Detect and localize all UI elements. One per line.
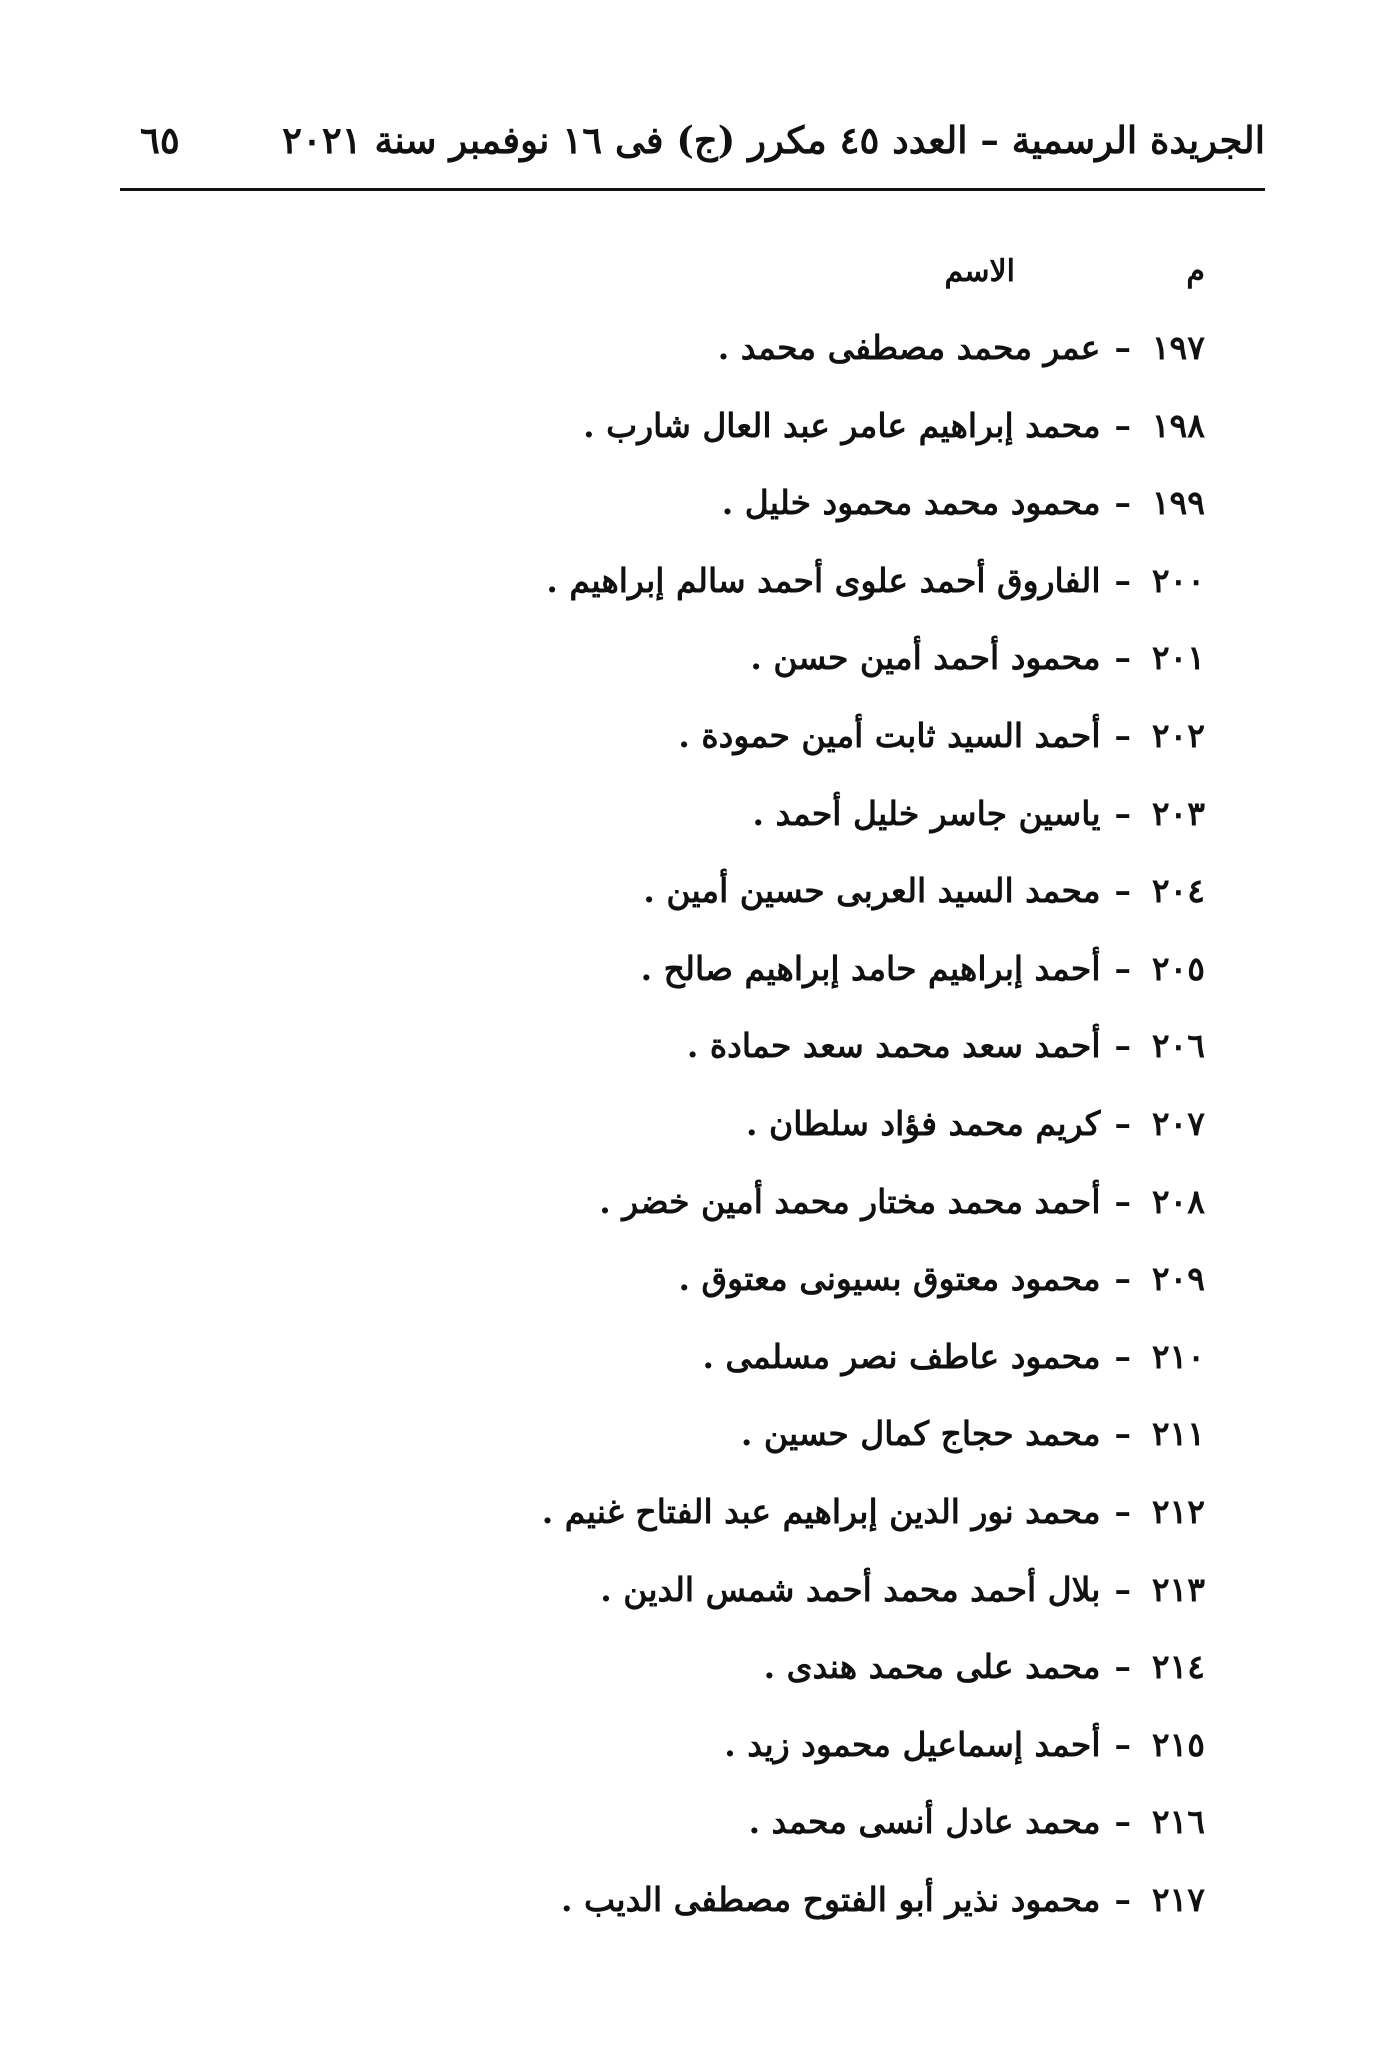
entry-name: محمود عاطف نصر مسلمى . xyxy=(702,1336,1101,1376)
entry-number: ٢١٦ xyxy=(1151,1802,1205,1842)
entry-name: عمر محمد مصطفى محمد . xyxy=(717,328,1101,367)
entry-separator: – xyxy=(1114,1103,1131,1143)
entry-name: محمد عادل أنسى محمد . xyxy=(748,1802,1101,1842)
column-headers xyxy=(845,254,1205,304)
entry-number: ٢٠٠ xyxy=(1151,560,1205,600)
list-item xyxy=(405,941,1205,1019)
list-item xyxy=(405,1872,1205,1950)
entry-name: أحمد سعد محمد سعد حمادة . xyxy=(686,1026,1101,1066)
entry-separator: – xyxy=(1114,1181,1131,1221)
list-item xyxy=(405,1794,1205,1872)
entry-name: أحمد محمد مختار محمد أمين خضر . xyxy=(599,1181,1101,1221)
entry-separator: – xyxy=(1114,715,1131,755)
entry-separator: – xyxy=(1114,1336,1131,1376)
entry-name: محمد نور الدين إبراهيم عبد الفتاح غنيم . xyxy=(541,1491,1101,1531)
entry-separator: – xyxy=(1114,405,1131,445)
entry-separator: – xyxy=(1114,1802,1131,1842)
entry-separator: – xyxy=(1114,1259,1131,1299)
entry-number: ٢١٢ xyxy=(1151,1491,1205,1531)
entry-separator: – xyxy=(1114,638,1131,678)
list-item xyxy=(405,1484,1205,1562)
entry-separator: – xyxy=(1114,1491,1131,1531)
entry-number: ٢٠٢ xyxy=(1151,715,1205,755)
header-title: الجريدة الرسمية – العدد ٤٥ مكرر (ج) فى ١٦ نوفمبر سنة ٢٠٢١ xyxy=(282,118,1265,162)
entry-number: ٢١٧ xyxy=(1151,1879,1205,1919)
entry-name: محمد على محمد هندى . xyxy=(763,1647,1101,1687)
entry-number: ٢٠٦ xyxy=(1151,1026,1205,1066)
list-item xyxy=(405,863,1205,941)
entry-number: ٢١٥ xyxy=(1151,1724,1205,1764)
list-item xyxy=(405,630,1205,708)
entry-name: الفاروق أحمد علوى أحمد سالم إبراهيم . xyxy=(546,560,1101,600)
list-item xyxy=(405,1018,1205,1096)
entry-name: أحمد السيد ثابت أمين حمودة . xyxy=(678,715,1101,755)
list-item xyxy=(405,1174,1205,1252)
entry-number: ٢١٤ xyxy=(1151,1647,1205,1687)
entry-name: أحمد إبراهيم حامد إبراهيم صالح . xyxy=(640,948,1101,988)
list-item xyxy=(405,1329,1205,1407)
list-item xyxy=(405,1251,1205,1329)
list-item xyxy=(405,475,1205,553)
entry-separator: – xyxy=(1114,483,1131,523)
entry-separator: – xyxy=(1114,948,1131,988)
entry-number: ٢١١ xyxy=(1151,1414,1205,1454)
entry-number: ٢٠١ xyxy=(1151,638,1205,678)
page-number: ٦٥ xyxy=(140,118,180,162)
entry-separator: – xyxy=(1114,328,1131,367)
entry-number: ٢١٣ xyxy=(1151,1569,1205,1609)
list-item xyxy=(405,320,1205,398)
page-header xyxy=(120,110,1265,180)
column-header-name: الاسم xyxy=(944,254,1015,289)
entry-separator: – xyxy=(1114,560,1131,600)
entry-separator: – xyxy=(1114,793,1131,833)
entry-number: ٢١٠ xyxy=(1151,1336,1205,1376)
list-item xyxy=(405,1096,1205,1174)
list-item xyxy=(405,1562,1205,1640)
entry-name: كريم محمد فؤاد سلطان . xyxy=(745,1103,1101,1143)
entry-separator: – xyxy=(1114,1724,1131,1764)
list-item xyxy=(405,1639,1205,1717)
entry-name: محمد إبراهيم عامر عبد العال شارب . xyxy=(583,405,1101,445)
entry-number: ١٩٨ xyxy=(1151,405,1205,445)
column-header-number: م xyxy=(1186,254,1205,289)
entry-name: ياسين جاسر خليل أحمد . xyxy=(752,793,1101,833)
entry-name: محمود أحمد أمين حسن . xyxy=(750,638,1101,678)
entry-separator: – xyxy=(1114,871,1131,911)
list-item xyxy=(405,398,1205,476)
entry-name: محمود محمد محمود خليل . xyxy=(721,483,1101,523)
entry-name: محمد حجاج كمال حسين . xyxy=(740,1414,1101,1454)
entry-number: ٢٠٩ xyxy=(1151,1259,1205,1299)
entry-number: ١٩٩ xyxy=(1151,483,1205,523)
list-item xyxy=(405,708,1205,786)
entry-name: بلال أحمد محمد أحمد شمس الدين . xyxy=(600,1569,1101,1609)
entry-name: أحمد إسماعيل محمود زيد . xyxy=(724,1724,1101,1764)
names-list xyxy=(405,320,1205,1949)
entry-separator: – xyxy=(1114,1414,1131,1454)
entry-name: محمود معتوق بسيونى معتوق . xyxy=(678,1259,1101,1299)
entry-number: ٢٠٣ xyxy=(1151,793,1205,833)
entry-separator: – xyxy=(1114,1879,1131,1919)
list-item xyxy=(405,786,1205,864)
entry-number: ٢٠٥ xyxy=(1151,948,1205,988)
entry-number: ٢٠٧ xyxy=(1151,1103,1205,1143)
list-item xyxy=(405,1717,1205,1795)
entry-number: ١٩٧ xyxy=(1151,328,1205,367)
list-item xyxy=(405,1406,1205,1484)
entry-separator: – xyxy=(1114,1026,1131,1066)
entry-separator: – xyxy=(1114,1647,1131,1687)
list-item xyxy=(405,553,1205,631)
header-divider xyxy=(120,188,1265,191)
entry-number: ٢٠٨ xyxy=(1151,1181,1205,1221)
entry-separator: – xyxy=(1114,1569,1131,1609)
entry-name: محمود نذير أبو الفتوح مصطفى الديب . xyxy=(561,1879,1101,1919)
entry-name: محمد السيد العربى حسين أمين . xyxy=(643,871,1101,911)
entry-number: ٢٠٤ xyxy=(1151,871,1205,911)
